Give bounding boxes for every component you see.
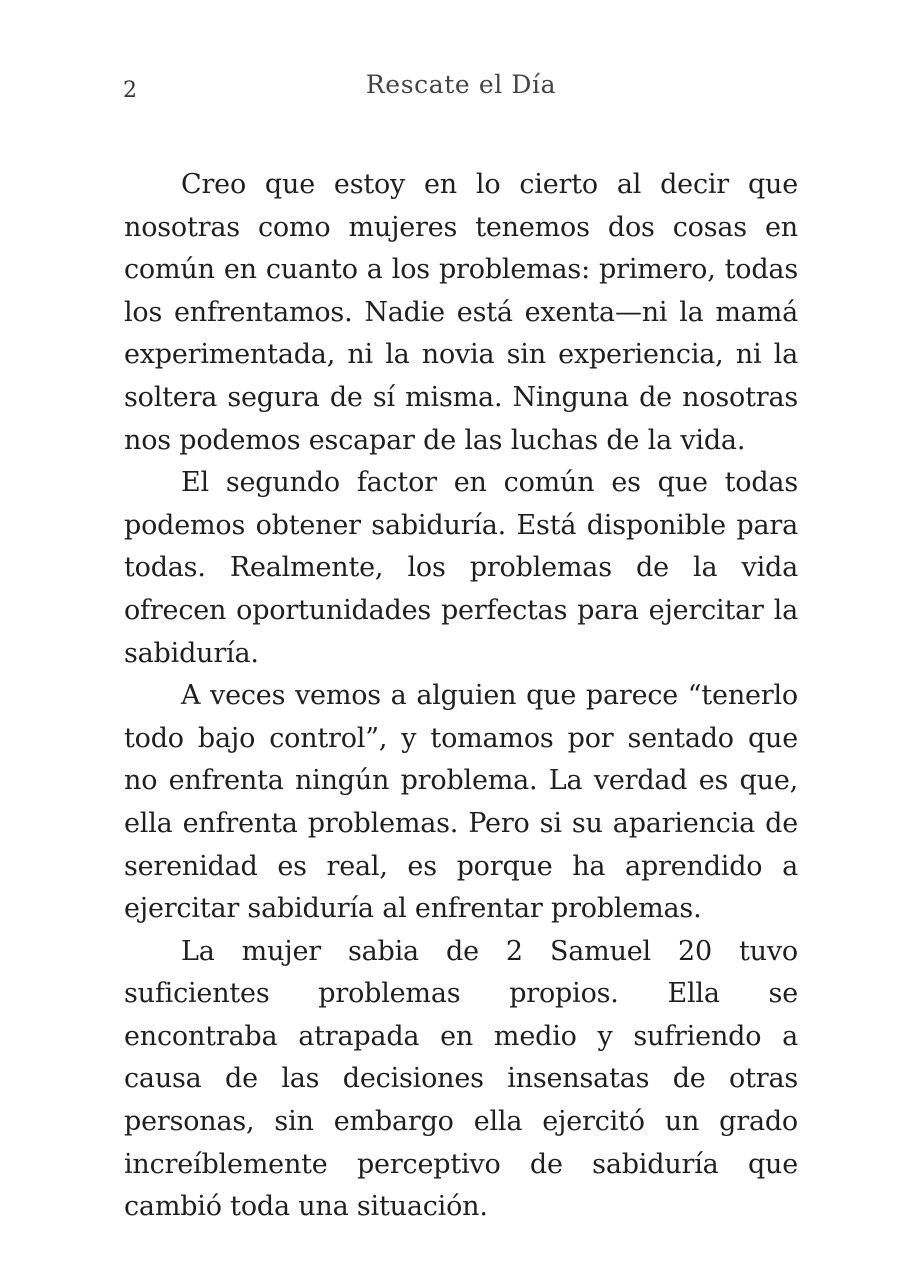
paragraph-1: Creo que estoy en lo cierto al decir que nosotras como mujeres tenemos dos cosas en común en cuanto a los problemas: primero, todas los enfrentamos. Nadie está exenta—ni la mamá experimentada, ni la novia sin experiencia, ni la soltera segura de sí misma. Ninguna de nosotras nos podemos escapar de las luchas de la vida. (124, 169, 798, 456)
paragraph-2: El segundo factor en común es que todas podemos obtener sabiduría. Está disponible para todas. Realmente, los problemas de la vida ofrecen oportunidades perfectas para ejercitar la sabiduría. (124, 467, 798, 669)
paragraph-3: A veces vemos a alguien que parece “tenerlo todo bajo control”, y tomamos por sentado que no enfrenta ningún problema. La verdad es que, ella enfrenta problemas. Pero si su apariencia de serenidad es real, es porque ha aprendido a ejercitar sabiduría al enfrentar problemas. (124, 680, 798, 925)
body-text (124, 164, 798, 1229)
page-number: 2 (123, 78, 138, 103)
paragraph-4: La mujer sabia de 2 Samuel 20 tuvo suficientes problemas propios. Ella se encontraba atrapada en medio y sufriendo a causa de las decisiones insensatas de otras personas, sin embargo ella ejercitó un grado increíblemente perceptivo de sabiduría que cambió toda una situación. (124, 935, 798, 1223)
book-title: Rescate el Día (365, 70, 557, 99)
running-head (0, 70, 922, 106)
